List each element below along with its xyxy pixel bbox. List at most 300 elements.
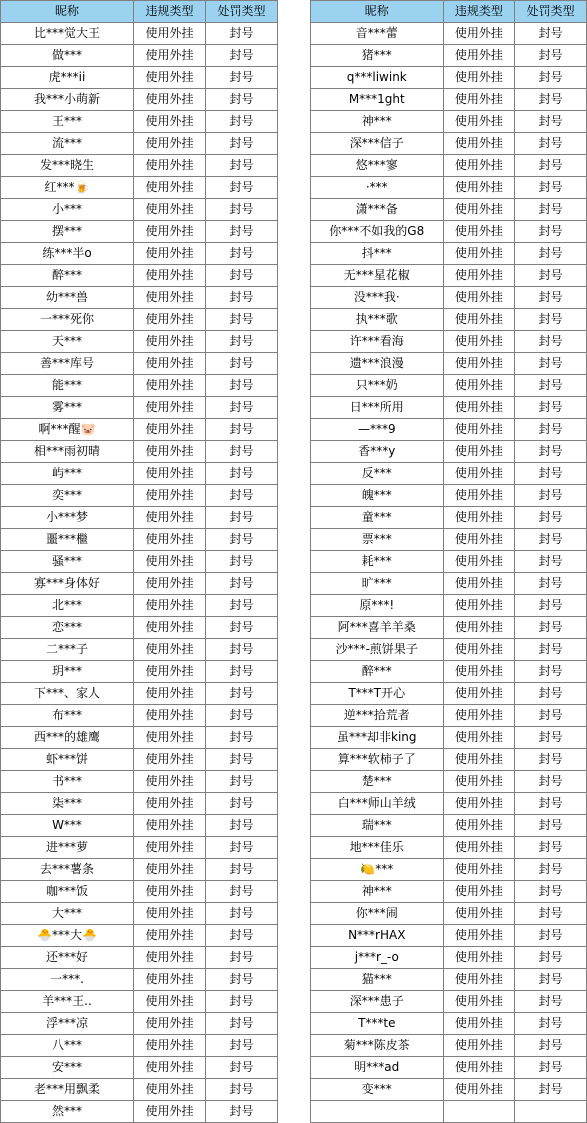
penalty-type-cell: 封号 xyxy=(206,463,278,485)
violation-type-cell: 使用外挂 xyxy=(443,727,515,749)
violation-type-cell: 使用外挂 xyxy=(134,947,206,969)
violation-type-cell: 使用外挂 xyxy=(134,837,206,859)
penalty-type-cell: 封号 xyxy=(206,1057,278,1079)
violation-type-cell: 使用外挂 xyxy=(134,441,206,463)
penalty-type-cell: 封号 xyxy=(515,859,587,881)
column-gap xyxy=(277,0,310,1123)
nickname-cell: 没***我· xyxy=(311,287,444,309)
penalty-type-cell: 封号 xyxy=(515,287,587,309)
table-row xyxy=(1,1057,278,1079)
violation-type-cell: 使用外挂 xyxy=(134,1035,206,1057)
violation-type-cell: 使用外挂 xyxy=(134,815,206,837)
penalty-type-cell: 封号 xyxy=(206,749,278,771)
table-row xyxy=(1,375,278,397)
table-row xyxy=(1,287,278,309)
penalty-type-cell: 封号 xyxy=(515,331,587,353)
nickname-cell: 下***、家人 xyxy=(1,683,134,705)
violation-type-cell: 使用外挂 xyxy=(134,155,206,177)
table-row xyxy=(1,837,278,859)
penalty-type-cell: 封号 xyxy=(515,243,587,265)
table-row xyxy=(311,133,587,155)
penalty-type-cell: 封号 xyxy=(206,595,278,617)
penalty-type-cell: 封号 xyxy=(206,265,278,287)
nickname-cell: ·*** xyxy=(311,177,444,199)
violation-type-cell: 使用外挂 xyxy=(443,23,515,45)
violation-type-cell: 使用外挂 xyxy=(443,1035,515,1057)
violation-type-cell: 使用外挂 xyxy=(134,991,206,1013)
nickname-cell: 童*** xyxy=(311,507,444,529)
violation-type-cell: 使用外挂 xyxy=(134,309,206,331)
nickname-cell: q***liwink xyxy=(311,67,444,89)
violation-type-cell: 使用外挂 xyxy=(443,595,515,617)
violation-type-cell: 使用外挂 xyxy=(443,639,515,661)
nickname-cell: 猫*** xyxy=(311,969,444,991)
header-nickname: 昵称 xyxy=(1,1,134,23)
violation-type-cell: 使用外挂 xyxy=(134,903,206,925)
violation-type-cell: 使用外挂 xyxy=(443,265,515,287)
nickname-cell: 八*** xyxy=(1,1035,134,1057)
violation-type-cell: 使用外挂 xyxy=(443,441,515,463)
table-row xyxy=(311,991,587,1013)
violation-type-cell: 使用外挂 xyxy=(443,1057,515,1079)
penalty-type-cell: 封号 xyxy=(206,859,278,881)
penalty-type-cell: 封号 xyxy=(206,771,278,793)
table-row xyxy=(311,529,587,551)
table-row xyxy=(1,793,278,815)
nickname-cell: 摆*** xyxy=(1,221,134,243)
table-row xyxy=(1,309,278,331)
table-row xyxy=(1,727,278,749)
nickname-cell: 布*** xyxy=(1,705,134,727)
violation-type-cell: 使用外挂 xyxy=(134,133,206,155)
violation-type-cell: 使用外挂 xyxy=(443,353,515,375)
nickname-cell: 许***看海 xyxy=(311,331,444,353)
violation-type-cell: 使用外挂 xyxy=(443,221,515,243)
violation-type-cell: 使用外挂 xyxy=(443,507,515,529)
nickname-cell: 羊***王.. xyxy=(1,991,134,1013)
violation-type-cell: 使用外挂 xyxy=(443,815,515,837)
penalty-type-cell: 封号 xyxy=(206,353,278,375)
nickname-cell: 🍋*** xyxy=(311,859,444,881)
nickname-cell: 能*** xyxy=(1,375,134,397)
nickname-cell: 屿*** xyxy=(1,463,134,485)
penalty-type-cell: 封号 xyxy=(515,881,587,903)
table-row xyxy=(311,793,587,815)
penalty-type-cell: 封号 xyxy=(515,1013,587,1035)
table-row xyxy=(311,925,587,947)
penalty-type-cell: 封号 xyxy=(515,507,587,529)
penalty-type-cell: 封号 xyxy=(206,529,278,551)
nickname-cell: 雾*** xyxy=(1,397,134,419)
table-row xyxy=(1,441,278,463)
nickname-cell: 票*** xyxy=(311,529,444,551)
table-row xyxy=(311,881,587,903)
nickname-cell: 神*** xyxy=(311,881,444,903)
penalty-type-cell: 封号 xyxy=(515,1079,587,1101)
penalty-type-cell: 封号 xyxy=(206,925,278,947)
penalty-type-cell: 封号 xyxy=(206,221,278,243)
penalty-type-cell: 封号 xyxy=(206,881,278,903)
nickname-cell: 潇***备 xyxy=(311,199,444,221)
nickname-cell: 你***不如我的G8 xyxy=(311,221,444,243)
penalty-type-cell: 封号 xyxy=(206,331,278,353)
penalty-type-cell: 封号 xyxy=(515,815,587,837)
table-row xyxy=(1,595,278,617)
nickname-cell: 做*** xyxy=(1,45,134,67)
table-row xyxy=(311,331,587,353)
penalty-type-cell: 封号 xyxy=(515,595,587,617)
table-row xyxy=(311,507,587,529)
violation-type-cell: 使用外挂 xyxy=(443,155,515,177)
table-row xyxy=(1,903,278,925)
table-row xyxy=(1,617,278,639)
header-row xyxy=(1,1,278,23)
penalty-type-cell: 封号 xyxy=(206,177,278,199)
nickname-cell: 楚*** xyxy=(311,771,444,793)
table-row xyxy=(1,947,278,969)
violation-type-cell: 使用外挂 xyxy=(134,331,206,353)
violation-type-cell: 使用外挂 xyxy=(134,353,206,375)
table-row xyxy=(311,573,587,595)
table-row xyxy=(1,859,278,881)
table-row xyxy=(311,595,587,617)
penalty-type-cell: 封号 xyxy=(515,133,587,155)
violation-type-cell: 使用外挂 xyxy=(134,705,206,727)
table-row xyxy=(1,551,278,573)
violation-type-cell: 使用外挂 xyxy=(134,683,206,705)
penalty-type-cell: 封号 xyxy=(206,969,278,991)
violation-type-cell: 使用外挂 xyxy=(134,925,206,947)
table-row xyxy=(311,661,587,683)
table-row xyxy=(311,1057,587,1079)
table-row xyxy=(1,331,278,353)
violation-type-cell: 使用外挂 xyxy=(443,419,515,441)
violation-type-cell: 使用外挂 xyxy=(443,969,515,991)
nickname-cell: 噩***檵 xyxy=(1,529,134,551)
table-row xyxy=(311,749,587,771)
violation-type-cell: 使用外挂 xyxy=(443,1013,515,1035)
violation-type-cell: 使用外挂 xyxy=(134,969,206,991)
header-penalty-type: 处罚类型 xyxy=(515,1,587,23)
nickname-cell: 一***. xyxy=(1,969,134,991)
violation-type-cell: 使用外挂 xyxy=(134,419,206,441)
nickname-cell: 日***所用 xyxy=(311,397,444,419)
table-row xyxy=(311,727,587,749)
nickname-cell: 小*** xyxy=(1,199,134,221)
penalty-type-cell: 封号 xyxy=(515,23,587,45)
penalty-type-cell: 封号 xyxy=(515,89,587,111)
violation-type-cell: 使用外挂 xyxy=(443,705,515,727)
nickname-cell: 一***死你 xyxy=(1,309,134,331)
penalty-type-cell: 封号 xyxy=(515,199,587,221)
violation-type-cell: 使用外挂 xyxy=(134,1079,206,1101)
violation-type-cell: 使用外挂 xyxy=(443,463,515,485)
ban-list-table-right xyxy=(310,0,587,1123)
nickname-cell: 旷*** xyxy=(311,573,444,595)
table-row xyxy=(1,45,278,67)
penalty-type-cell: 封号 xyxy=(515,309,587,331)
penalty-type-cell: 封号 xyxy=(515,441,587,463)
nickname-cell: 奕*** xyxy=(1,485,134,507)
table-row xyxy=(1,573,278,595)
violation-type-cell: 使用外挂 xyxy=(443,89,515,111)
violation-type-cell: 使用外挂 xyxy=(134,1101,206,1123)
penalty-type-cell: 封号 xyxy=(515,837,587,859)
penalty-type-cell: 封号 xyxy=(206,815,278,837)
penalty-type-cell: 封号 xyxy=(515,67,587,89)
nickname-cell: W*** xyxy=(1,815,134,837)
table-row xyxy=(1,89,278,111)
penalty-type-cell: 封号 xyxy=(515,375,587,397)
penalty-type-cell: 封号 xyxy=(515,463,587,485)
table-row xyxy=(1,1101,278,1123)
violation-type-cell: 使用外挂 xyxy=(134,1013,206,1035)
nickname-cell: 练***半o xyxy=(1,243,134,265)
violation-type-cell: 使用外挂 xyxy=(134,23,206,45)
nickname-cell: 变*** xyxy=(311,1079,444,1101)
nickname-cell: 反*** xyxy=(311,463,444,485)
nickname-cell: 王*** xyxy=(1,111,134,133)
penalty-type-cell: 封号 xyxy=(206,617,278,639)
table-row xyxy=(1,815,278,837)
penalty-type-cell: 封号 xyxy=(206,155,278,177)
table-row xyxy=(1,771,278,793)
nickname-cell: 菊***陈皮茶 xyxy=(311,1035,444,1057)
table-row xyxy=(311,243,587,265)
violation-type-cell: 使用外挂 xyxy=(443,243,515,265)
penalty-type-cell: 封号 xyxy=(515,661,587,683)
penalty-type-cell: 封号 xyxy=(206,1013,278,1035)
header-row xyxy=(311,1,587,23)
nickname-cell: 西***的雄鹰 xyxy=(1,727,134,749)
table-row xyxy=(311,177,587,199)
penalty-type-cell: 封号 xyxy=(515,265,587,287)
nickname-cell: 虎***ii xyxy=(1,67,134,89)
nickname-cell: 阿***喜羊羊桑 xyxy=(311,617,444,639)
nickname-cell: 深***患子 xyxy=(311,991,444,1013)
nickname-cell: 白***师山羊绒 xyxy=(311,793,444,815)
penalty-type-cell: 封号 xyxy=(206,67,278,89)
nickname-cell: 咖***饭 xyxy=(1,881,134,903)
penalty-type-cell: 封号 xyxy=(515,485,587,507)
table-row xyxy=(1,419,278,441)
violation-type-cell: 使用外挂 xyxy=(134,617,206,639)
violation-type-cell xyxy=(443,1101,515,1123)
table-row xyxy=(311,287,587,309)
violation-type-cell: 使用外挂 xyxy=(134,67,206,89)
penalty-type-cell: 封号 xyxy=(206,1079,278,1101)
penalty-type-cell: 封号 xyxy=(515,1035,587,1057)
violation-type-cell: 使用外挂 xyxy=(443,67,515,89)
penalty-type-cell: 封号 xyxy=(206,309,278,331)
violation-type-cell: 使用外挂 xyxy=(134,793,206,815)
nickname-cell: 地***佳乐 xyxy=(311,837,444,859)
violation-type-cell: 使用外挂 xyxy=(134,89,206,111)
table-row xyxy=(311,309,587,331)
table-row xyxy=(1,1013,278,1035)
table-row xyxy=(1,1079,278,1101)
nickname-cell: 玥*** xyxy=(1,661,134,683)
table-row xyxy=(311,837,587,859)
table-row xyxy=(311,199,587,221)
violation-type-cell: 使用外挂 xyxy=(134,1057,206,1079)
nickname-cell: 只***奶 xyxy=(311,375,444,397)
table-row xyxy=(1,243,278,265)
nickname-cell: T***T开心 xyxy=(311,683,444,705)
penalty-type-cell: 封号 xyxy=(206,573,278,595)
violation-type-cell: 使用外挂 xyxy=(443,881,515,903)
table-row xyxy=(311,969,587,991)
nickname-cell: 比***觉大王 xyxy=(1,23,134,45)
violation-type-cell: 使用外挂 xyxy=(443,925,515,947)
penalty-type-cell: 封号 xyxy=(206,1101,278,1123)
nickname-cell: T***te xyxy=(311,1013,444,1035)
violation-type-cell: 使用外挂 xyxy=(443,617,515,639)
violation-type-cell: 使用外挂 xyxy=(443,793,515,815)
penalty-type-cell: 封号 xyxy=(206,639,278,661)
table-row xyxy=(1,529,278,551)
nickname-cell: 瑞*** xyxy=(311,815,444,837)
nickname-cell: 进***萝 xyxy=(1,837,134,859)
table-row xyxy=(311,485,587,507)
table-row xyxy=(1,485,278,507)
violation-type-cell: 使用外挂 xyxy=(134,243,206,265)
nickname-cell: 北*** xyxy=(1,595,134,617)
penalty-type-cell: 封号 xyxy=(515,1057,587,1079)
ban-list-table-left xyxy=(0,0,278,1123)
table-row xyxy=(311,23,587,45)
nickname-cell: 流*** xyxy=(1,133,134,155)
violation-type-cell: 使用外挂 xyxy=(134,45,206,67)
penalty-type-cell: 封号 xyxy=(515,903,587,925)
table-row xyxy=(311,683,587,705)
nickname-cell: 去***薯条 xyxy=(1,859,134,881)
nickname-cell: N***rHAX xyxy=(311,925,444,947)
violation-type-cell: 使用外挂 xyxy=(443,551,515,573)
table-row xyxy=(311,859,587,881)
violation-type-cell: 使用外挂 xyxy=(443,45,515,67)
penalty-type-cell: 封号 xyxy=(515,529,587,551)
penalty-type-cell: 封号 xyxy=(515,221,587,243)
violation-type-cell: 使用外挂 xyxy=(443,573,515,595)
table-row xyxy=(1,507,278,529)
header-violation-type: 违规类型 xyxy=(443,1,515,23)
table-row xyxy=(1,639,278,661)
penalty-type-cell: 封号 xyxy=(206,661,278,683)
violation-type-cell: 使用外挂 xyxy=(134,749,206,771)
violation-type-cell: 使用外挂 xyxy=(443,837,515,859)
penalty-type-cell: 封号 xyxy=(206,793,278,815)
violation-type-cell: 使用外挂 xyxy=(134,265,206,287)
penalty-type-cell: 封号 xyxy=(206,397,278,419)
table-row xyxy=(311,1013,587,1035)
nickname-cell: 算***软柿子了 xyxy=(311,749,444,771)
table-row xyxy=(311,89,587,111)
nickname-cell: 无***星花椒 xyxy=(311,265,444,287)
table-row xyxy=(311,463,587,485)
nickname-cell: 发***晓生 xyxy=(1,155,134,177)
penalty-type-cell: 封号 xyxy=(515,705,587,727)
header-penalty-type: 处罚类型 xyxy=(206,1,278,23)
nickname-cell: 香***y xyxy=(311,441,444,463)
violation-type-cell: 使用外挂 xyxy=(443,749,515,771)
nickname-cell: 书*** xyxy=(1,771,134,793)
table-row xyxy=(311,617,587,639)
violation-type-cell: 使用外挂 xyxy=(443,683,515,705)
nickname-cell: 善***库号 xyxy=(1,353,134,375)
table-row xyxy=(311,397,587,419)
table-row xyxy=(1,1035,278,1057)
nickname-cell: 音***蕾 xyxy=(311,23,444,45)
nickname-cell: 你***闹 xyxy=(311,903,444,925)
nickname-cell: 醉*** xyxy=(1,265,134,287)
nickname-cell: 抖*** xyxy=(311,243,444,265)
violation-type-cell: 使用外挂 xyxy=(443,859,515,881)
violation-type-cell: 使用外挂 xyxy=(443,1079,515,1101)
penalty-type-cell: 封号 xyxy=(515,397,587,419)
nickname-cell: 虾***饼 xyxy=(1,749,134,771)
table-row xyxy=(1,23,278,45)
violation-type-cell: 使用外挂 xyxy=(134,529,206,551)
penalty-type-cell: 封号 xyxy=(515,639,587,661)
penalty-type-cell: 封号 xyxy=(515,947,587,969)
violation-type-cell: 使用外挂 xyxy=(134,507,206,529)
penalty-type-cell: 封号 xyxy=(206,45,278,67)
nickname-cell: 恋*** xyxy=(1,617,134,639)
penalty-type-cell: 封号 xyxy=(206,111,278,133)
nickname-cell: 相***雨初晴 xyxy=(1,441,134,463)
table-row xyxy=(311,375,587,397)
violation-type-cell: 使用外挂 xyxy=(134,485,206,507)
penalty-type-cell: 封号 xyxy=(206,1035,278,1057)
table-row xyxy=(311,815,587,837)
nickname-cell: 执***歌 xyxy=(311,309,444,331)
penalty-type-cell: 封号 xyxy=(515,111,587,133)
penalty-type-cell: 封号 xyxy=(515,925,587,947)
penalty-type-cell: 封号 xyxy=(515,177,587,199)
table-row xyxy=(1,991,278,1013)
table-row xyxy=(311,353,587,375)
table-row xyxy=(311,419,587,441)
nickname-cell: 魄*** xyxy=(311,485,444,507)
table-row xyxy=(311,1035,587,1057)
penalty-type-cell: 封号 xyxy=(206,507,278,529)
nickname-cell: 深***信子 xyxy=(311,133,444,155)
nickname-cell: 醉*** xyxy=(311,661,444,683)
violation-type-cell: 使用外挂 xyxy=(443,529,515,551)
table-row xyxy=(1,199,278,221)
nickname-cell: 寡***身体好 xyxy=(1,573,134,595)
nickname-cell: 神*** xyxy=(311,111,444,133)
penalty-type-cell: 封号 xyxy=(515,991,587,1013)
penalty-type-cell: 封号 xyxy=(206,705,278,727)
penalty-type-cell: 封号 xyxy=(206,199,278,221)
penalty-type-cell: 封号 xyxy=(515,155,587,177)
table-row xyxy=(1,155,278,177)
penalty-type-cell: 封号 xyxy=(206,133,278,155)
table-row xyxy=(1,133,278,155)
table-row xyxy=(1,265,278,287)
penalty-type-cell: 封号 xyxy=(515,551,587,573)
table-row xyxy=(311,155,587,177)
nickname-cell: 然*** xyxy=(1,1101,134,1123)
table-row xyxy=(311,67,587,89)
nickname-cell: 🐣***大🐣 xyxy=(1,925,134,947)
violation-type-cell: 使用外挂 xyxy=(134,727,206,749)
nickname-cell: 红***🍺 xyxy=(1,177,134,199)
table-row xyxy=(311,1079,587,1101)
violation-type-cell: 使用外挂 xyxy=(134,771,206,793)
